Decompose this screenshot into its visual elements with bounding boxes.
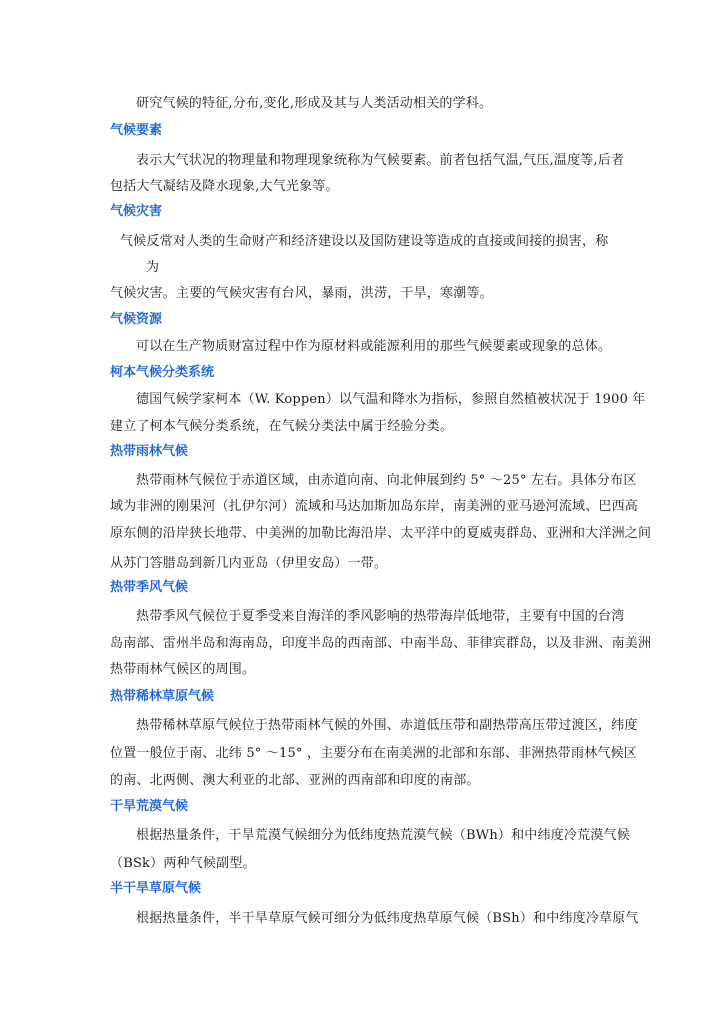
paragraph-line: 表示大气状况的物理量和物理现象统称为气候要素。前者包括气温,气压,温度等,后者 — [136, 153, 625, 168]
paragraph-line: 热带雨林气候位于赤道区域，由赤道向南、向北伸展到约 5° ～25° 左右。具体分布区 — [136, 473, 637, 488]
paragraph-line: 德国气候学家柯本（W. Koppen）以气温和降水为指标，参照自然植被状况于 1900 年 — [136, 392, 646, 407]
paragraph-line: 热带季风气候位于夏季受来自海洋的季风影响的热带海岸低地带，主要有中国的台湾 — [136, 609, 625, 624]
paragraph-line: 位置一般位于南、北纬 5° ～15° ，主要分布在南美洲的北部和东部、非洲热带雨林气候区 — [110, 746, 638, 761]
paragraph-line: 气候灾害。主要的气候灾害有台风，暴雨，洪涝，干旱，寒潮等。 — [110, 286, 493, 301]
paragraph-line: 根据热量条件，干旱荒漠气候细分为低纬度热荒漠气候（BWh）和中纬度冷荒漠气候 — [136, 828, 630, 843]
section-heading-semi-arid-steppe: 半干旱草原气候 — [110, 881, 202, 896]
section-heading-tropical-savanna: 热带稀林草原气候 — [110, 689, 215, 704]
paragraph-line: 原东侧的沿岸狭长地带、中美洲的加勒比海沿岸、太平洋中的夏威夷群岛、亚洲和大洋洲之间 — [110, 526, 652, 541]
paragraph-line: 热带雨林气候区的周围。 — [110, 662, 256, 677]
paragraph-line: 从苏门答腊岛到新几内亚岛（伊里安岛）一带。 — [110, 556, 388, 571]
section-heading-tropical-rainforest: 热带雨林气候 — [110, 444, 189, 459]
intro-paragraph: 研究气候的特征,分布,变化,形成及其与人类活动相关的学科。 — [136, 96, 493, 111]
paragraph-line: 建立了柯本气候分类系统，在气候分类法中属于经验分类。 — [110, 419, 454, 434]
paragraph-line: 域为非洲的刚果河（扎伊尔河）流域和马达加斯加岛东岸，南美洲的亚马逊河流域、巴西高 — [110, 499, 639, 514]
paragraph-line: 热带稀林草原气候位于热带雨林气候的外围、赤道低压带和副热带高压带过渡区，纬度 — [136, 718, 638, 733]
paragraph-line: 气候反常对人类的生命财产和经济建设以及国防建设等造成的直接或间接的损害，称 — [120, 234, 609, 249]
paragraph-line: （BSk）两种气候副型。 — [110, 856, 256, 871]
section-heading-climate-disasters: 气候灾害 — [110, 204, 163, 219]
section-heading-arid-desert: 干旱荒漠气候 — [110, 799, 189, 814]
section-heading-koppen-classification: 柯本气候分类系统 — [110, 365, 215, 380]
section-heading-climate-resources: 气候资源 — [110, 312, 163, 327]
paragraph-line: 的南、北两侧、澳大利亚的北部、亚洲的西南部和印度的南部。 — [110, 773, 480, 788]
paragraph-line: 岛南部、雷州半岛和海南岛，印度半岛的西南部、中南半岛、菲律宾群岛，以及非洲、南美洲 — [110, 636, 652, 651]
section-heading-climate-elements: 气候要素 — [110, 123, 163, 138]
section-heading-tropical-monsoon: 热带季风气候 — [110, 580, 189, 595]
paragraph-line: 包括大气凝结及降水现象,大气光象等。 — [110, 179, 339, 194]
paragraph-line: 为 — [146, 260, 160, 275]
paragraph-line: 可以在生产物质财富过程中作为原材料或能源利用的那些气候要素或现象的总体。 — [136, 339, 612, 354]
paragraph-line: 根据热量条件，半干旱草原气候可细分为低纬度热草原气候（BSh）和中纬度冷草原气 — [136, 911, 639, 926]
